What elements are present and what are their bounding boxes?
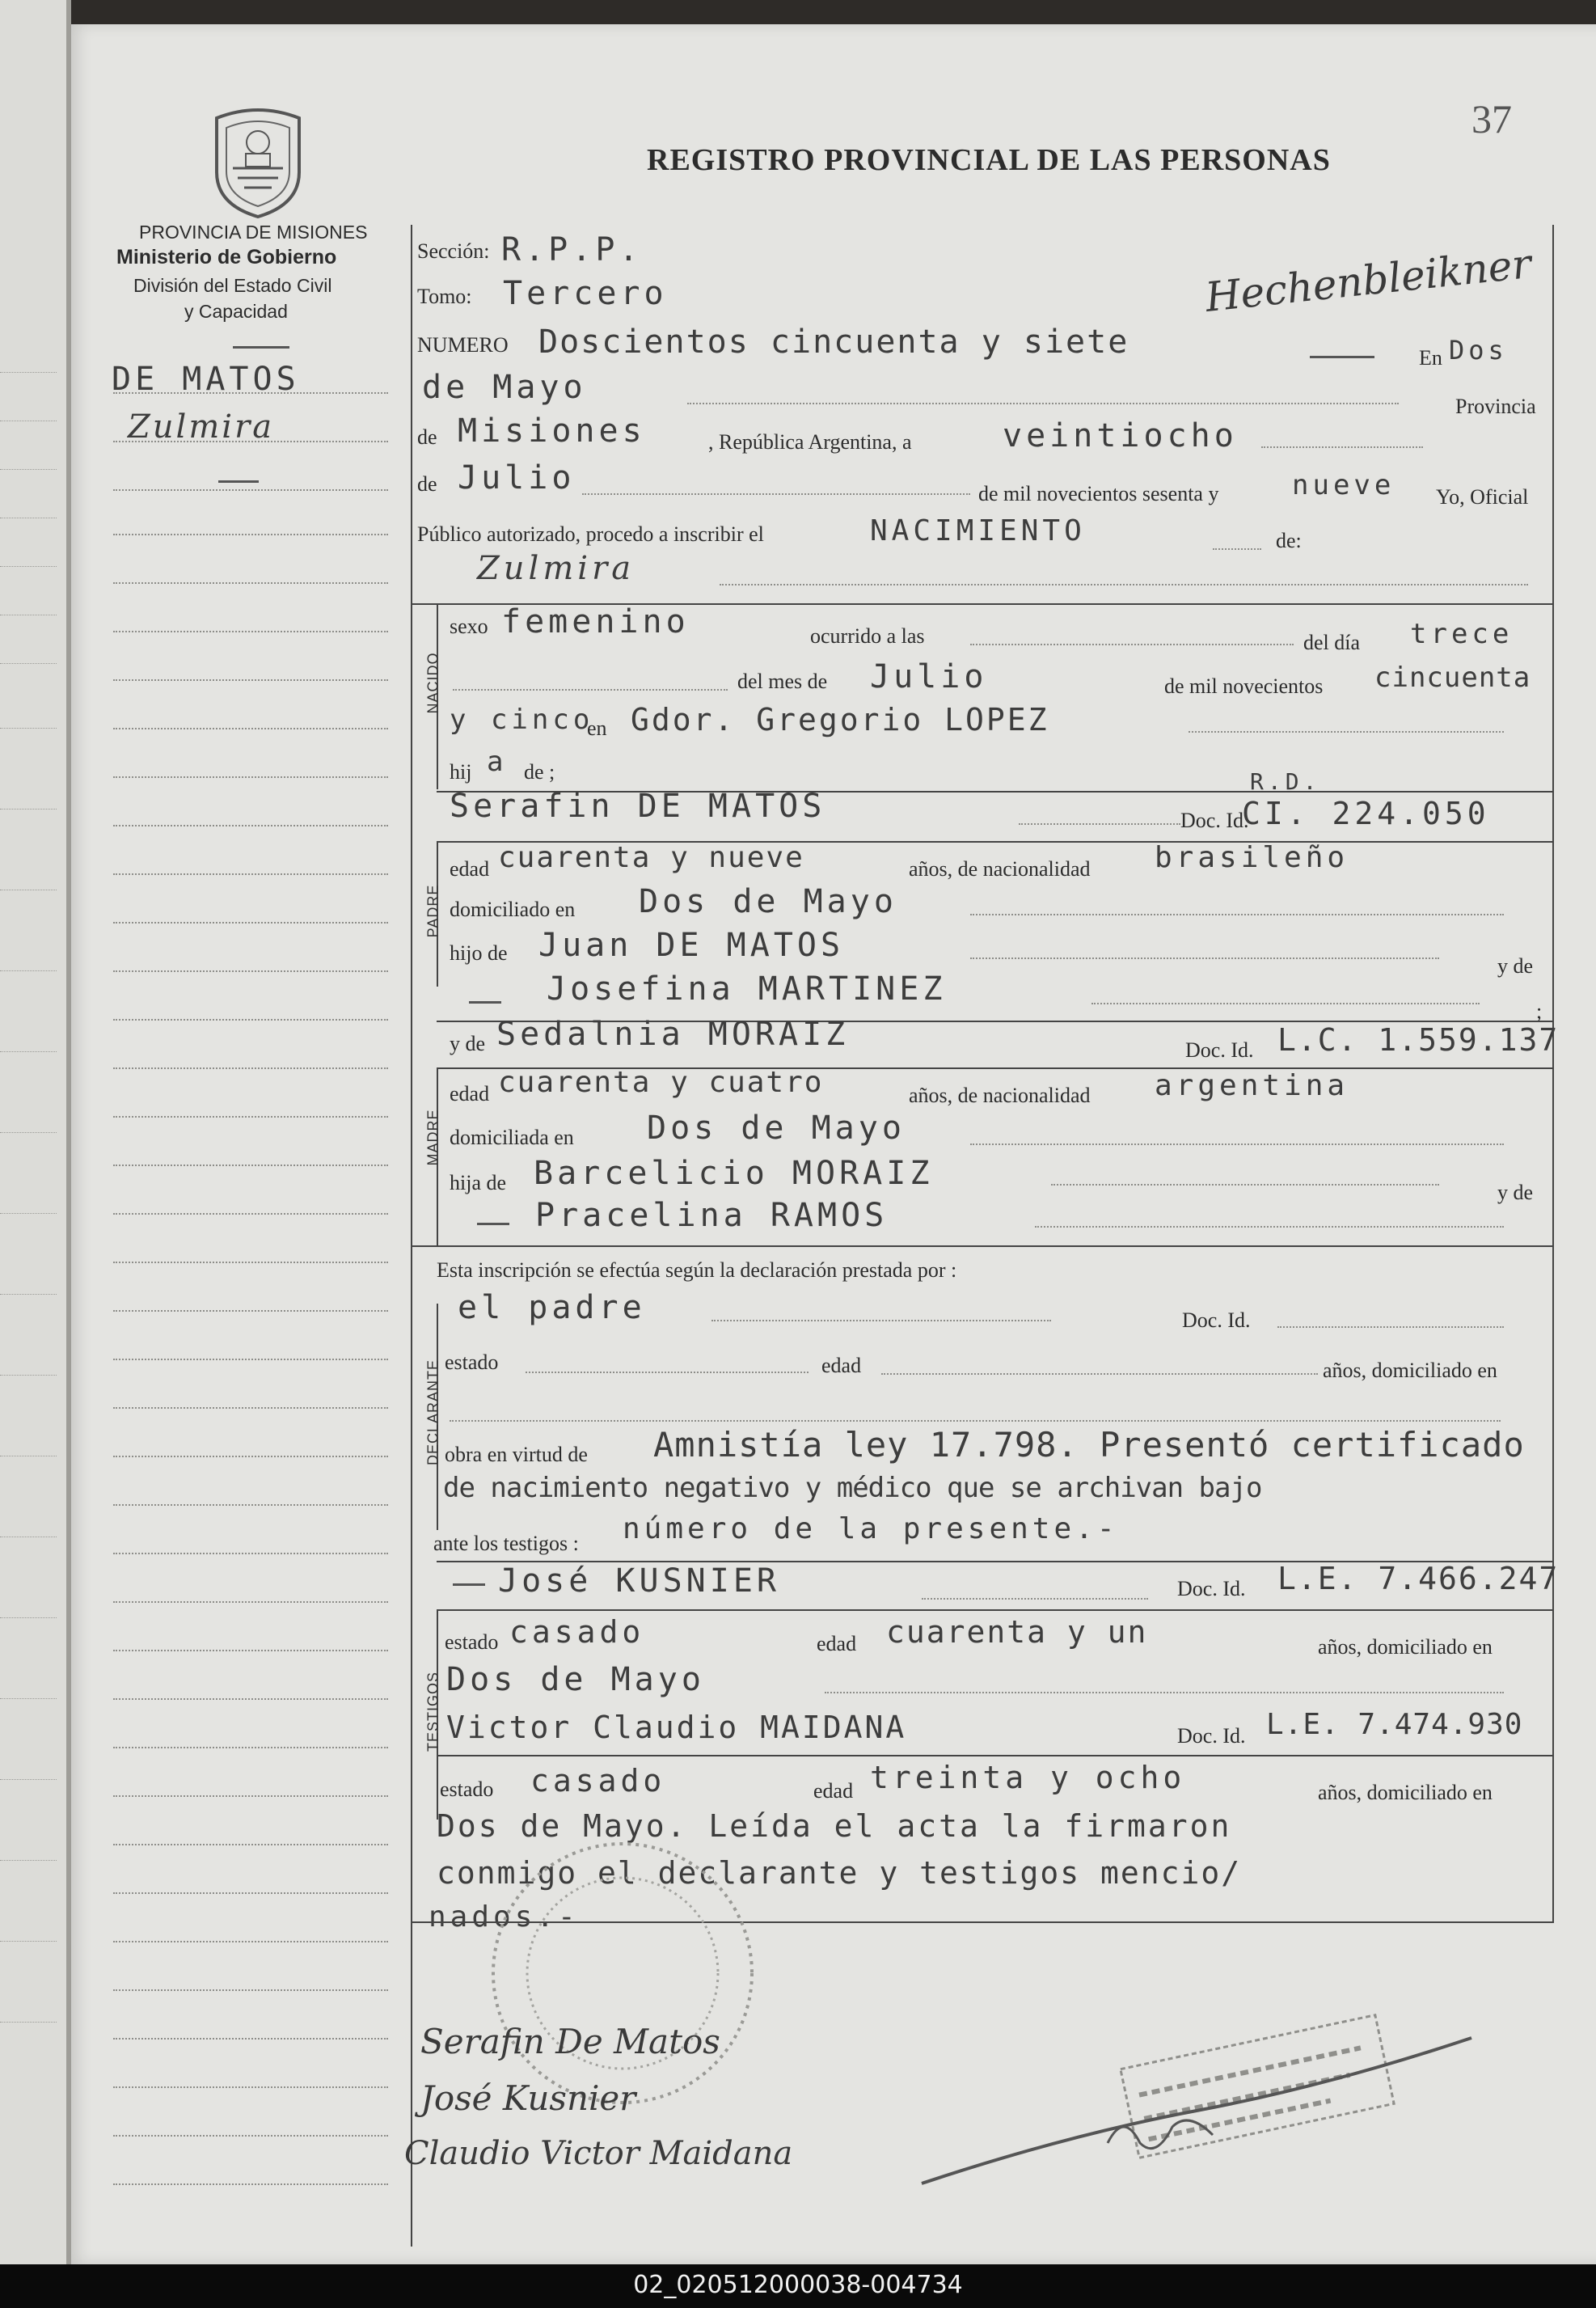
margin-given-name: Zulmira [128,408,275,446]
padre-nacionalidad: brasileño [1155,841,1349,874]
testigo-2-domicilio-label: años, domiciliado en [1318,1781,1493,1804]
yo-oficial-label: Yo, Oficial [1436,485,1529,509]
nacido-label: NACIDO [424,652,441,714]
padre-doc: CI. 224.050 [1242,796,1490,831]
mil-novecientos-label: de mil novecientos [1164,674,1324,698]
hijo-de-label: de ; [524,760,555,784]
testigo-2-edad-label: edad [813,1779,854,1803]
obra-line-3: número de la presente.- [623,1512,1119,1545]
madre-doc: L.C. 1.559.137 [1277,1022,1560,1058]
ministry-divider [233,346,289,349]
testigo-2-estado-label: estado [440,1777,494,1801]
padre-label: PADRE [424,884,441,938]
testigo-1-domicilio: Dos de Mayo [446,1661,705,1698]
signature-2: José Kusnier [420,2078,636,2118]
provincia-value: Misiones [458,412,646,450]
declaracion-label: Esta inscripción se efectúa según la declaración prestada por : [437,1258,957,1282]
madre-yde-label-2: y de [1497,1181,1534,1204]
anio-value: nueve [1292,469,1395,501]
en-value: Dos [1449,335,1508,366]
padre-edad: cuarenta y nueve [498,841,804,874]
official-closing-signature [906,2022,1488,2200]
testigo-1-edad-label: edad [817,1632,857,1655]
declarante-estado-label: estado [445,1351,499,1374]
madre-doc-label: Doc. Id. [1185,1038,1254,1062]
testigo-1-domicilio-label: años, domiciliado en [1318,1635,1493,1659]
closing-line-1: conmigo el declarante y testigos mencio/ [437,1855,1242,1891]
padre-doc-note: R.D. [1250,768,1321,795]
margin-dash [218,480,259,483]
testigo-2-doc: L.E. 7.474.930 [1266,1708,1523,1741]
de-colon-label: de: [1276,529,1302,552]
seccion-label: Sección: [417,239,490,263]
testigo-1-estado-label: estado [445,1630,499,1654]
anio-nac-a-value: cincuenta [1374,662,1531,694]
obra-line-1: Amnistía ley 17.798. Presentó certificado [653,1425,1525,1465]
declarante-domicilio-label: años, domiciliado en [1323,1359,1497,1382]
nombre-value: Zulmira [477,550,635,587]
division-line-1: División del Estado Civil [133,275,332,296]
margin-surname: DE MATOS [112,361,300,398]
anio-nac-b-value: y cinco [450,704,594,736]
acto-value: NACIMIENTO [870,514,1086,547]
tomo-label: Tomo: [417,285,472,308]
del-mes-label: del mes de [737,670,828,693]
madre-edad-label: edad [450,1082,490,1105]
declarante-quien: el padre [458,1289,646,1326]
sexo-value: femenino [501,603,690,640]
province-emblem [209,104,307,218]
closing-line-2: nados.- [429,1900,580,1934]
form-right-border [1552,225,1554,1923]
padre-semicolon: ; [1536,1000,1543,1023]
testigo-2-doc-label: Doc. Id. [1177,1724,1246,1748]
testigos-label: TESTIGOS [424,1672,441,1752]
seccion-value: R.P.P. [501,231,643,268]
testigo-1-nombre: José KUSNIER [498,1562,780,1600]
dia-nac-value: trece [1410,618,1514,650]
de-label-1: de [417,425,437,449]
left-page-edge [0,0,69,2264]
madre-hija-label: hija de [450,1171,507,1194]
ocurrido-label: ocurrido a las [810,624,925,648]
declarante-edad-label: edad [821,1354,862,1377]
lugar-value: de Mayo [422,369,587,406]
testigo-1-estado: casado [509,1614,645,1650]
official-signature: Hechenbleikner [1203,240,1534,321]
hijo-suffix: a [487,746,508,778]
testigo-2-edad: treinta y ocho [870,1760,1186,1795]
madre-domicilio-label: domiciliada en [450,1126,574,1149]
padre-nac-label: años, de nacionalidad [909,857,1091,881]
signature-1: Serafin De Matos [420,2022,720,2061]
division-line-2: y Capacidad [184,301,288,322]
republica-label: , República Argentina, a [708,430,912,454]
madre-yde-label: y de [450,1032,486,1055]
sexo-label: sexo [450,615,488,638]
padre-domicilio: Dos de Mayo [639,883,897,920]
province-name: PROVINCIA DE MISIONES [139,222,368,243]
dia-value: veintiocho [1003,417,1238,454]
tomo-value: Tercero [503,275,668,312]
provincia-label: Provincia [1455,395,1536,418]
padre-nombre: Serafin DE MATOS [450,788,826,825]
madre-nombre: Sedalnia MORAIZ [496,1016,850,1053]
madre-nac-label: años, de nacionalidad [909,1084,1091,1107]
official-seal [485,1836,760,2111]
page-number: 37 [1471,96,1512,142]
testigo-2-nombre: Victor Claudio MAIDANA [446,1710,907,1745]
form-left-border [411,225,412,2247]
padre-hijo-label: hijo de [450,941,508,965]
signature-3: Claudio Victor Maidana [404,2135,793,2172]
declarante-doc-label: Doc. Id. [1182,1308,1251,1332]
madre-padre: Barcelicio MORAIZ [534,1155,934,1192]
de-label-2: de [417,472,437,496]
madre-madre: Pracelina RAMOS [535,1197,889,1234]
page-title: REGISTRO PROVINCIAL DE LAS PERSONAS [647,143,1331,177]
numero-value: Doscientos cincuenta y siete [538,323,1129,361]
obra-label: obra en virtud de [445,1443,588,1466]
padre-edad-label: edad [450,857,490,881]
padre-padre: Juan DE MATOS [538,927,845,964]
mes-nac-value: Julio [870,658,988,695]
en-label: En [1419,346,1442,370]
testigo-2-domicilio: Dos de Mayo. Leída el acta la firmaron [437,1808,1232,1844]
obra-line-2: de nacimiento negativo y médico que se archivan bajo [443,1472,1262,1504]
ministry-name: Ministerio de Gobierno [116,246,337,268]
padre-yde-label: y de [1497,954,1534,978]
padre-madre: Josefina MARTINEZ [547,970,947,1008]
madre-nacionalidad: argentina [1155,1069,1349,1102]
padre-domicilio-label: domiciliado en [450,898,576,921]
mes-value: Julio [458,459,576,497]
numero-label: NUMERO [417,333,509,357]
madre-domicilio: Dos de Mayo [647,1110,906,1147]
file-id: 02_020512000038-004734 [633,2271,963,2299]
sesenta-label: de mil novecientos sesenta y [978,482,1219,505]
hijo-label: hij [450,760,472,784]
testigo-1-doc-label: Doc. Id. [1177,1577,1246,1600]
testigo-2-estado: casado [530,1763,666,1799]
madre-label: MADRE [424,1109,441,1166]
lugar-nac-value: Gdor. Gregorio LOPEZ [631,702,1049,738]
testigo-1-doc: L.E. 7.466.247 [1277,1561,1560,1596]
padre-doc-label: Doc. Id. [1180,809,1249,832]
en-lower-label: en [587,716,607,740]
declarante-label: DECLARANTE [424,1359,441,1466]
madre-edad: cuarenta y cuatro [498,1066,824,1099]
testigo-1-edad: cuarenta y un [886,1614,1148,1650]
del-dia-label: del día [1303,631,1361,654]
publico-label: Público autorizado, procedo a inscribir el [417,522,764,546]
ante-testigos-label: ante los testigos : [433,1532,579,1555]
